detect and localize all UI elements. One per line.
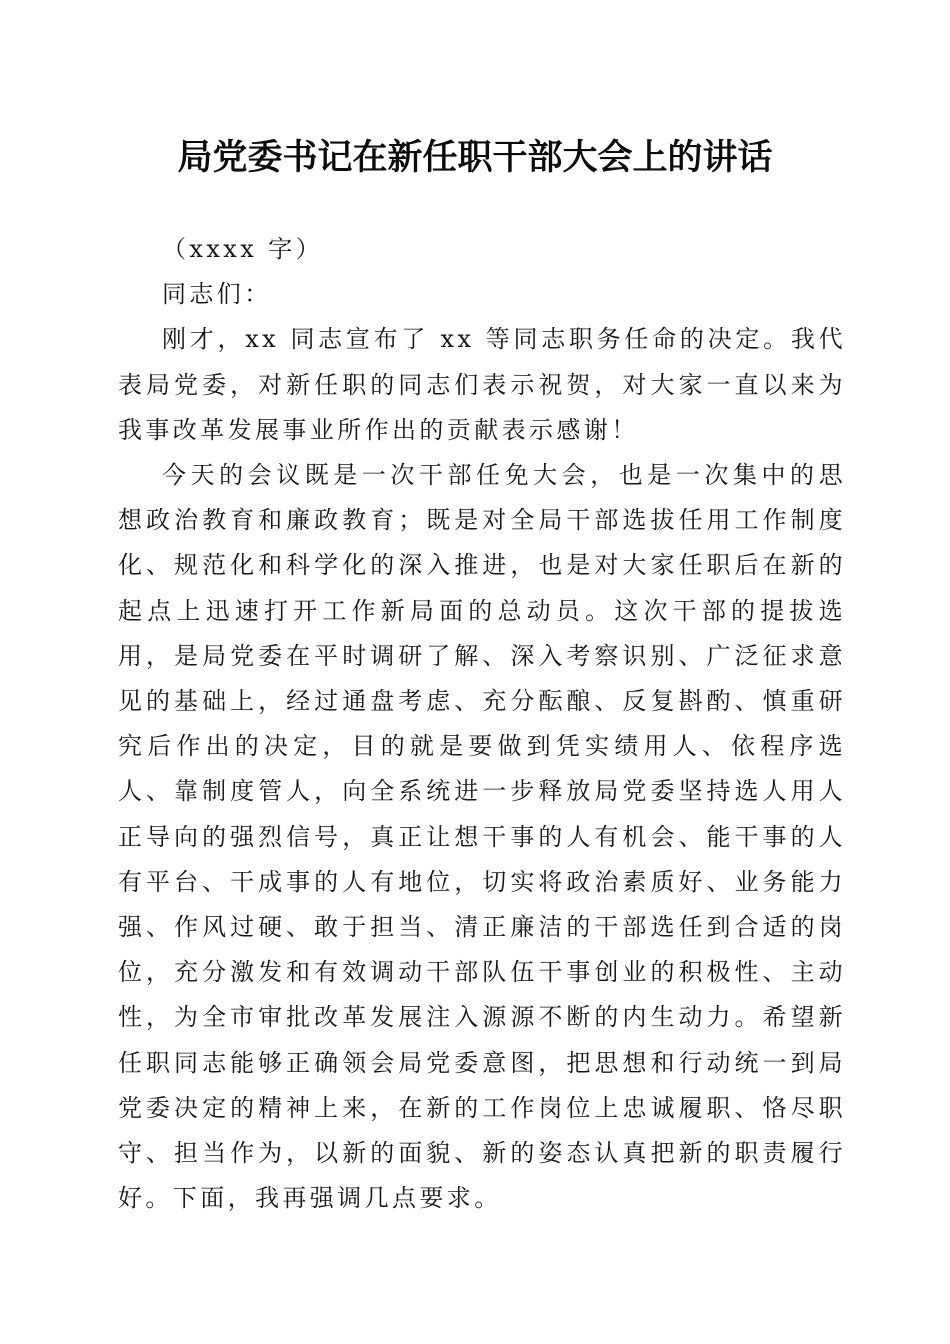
salutation: 同志们：	[162, 280, 272, 309]
word-count-note: （xxxx 字）	[162, 235, 323, 263]
paragraph-2: 今天的会议既是一次干部任免大会，也是一次集中的思想政治教育和廉政教育；既是对全局干部选拔任用工作制度化、规范化和科学化的深入推进，也是对大家任职后在新的起点上迅速打开工作新局面的总动员。这次干部的提拔选用，是局党委在平时调研了解、深入考察识别、广泛征求意见的基础上，经过通盘考虑、充分酝酿、反复斟酌、慎重研究后作出的决定，目的就是要做到凭实绩用人、依程序选人、靠制度管人，向全系统进一步释放局党委坚持选人用人正导向的强烈信号，真正让想干事的人有机会、能干事的人有平台、干成事的人有地位，切实将政治素质好、业务能力强、作风过硬、敢于担当、清正廉洁的干部选任到合适的岗位，充分激发和有效调动干部队伍干事创业的积极性、主动性，为全市审批改革发展注入源源不断的内生动力。希望新任职同志能够正确领会局党委意图，把思想和行动统一到局党委决定的精神上来，在新的工作岗位上忠诚履职、恪尽职守、担当作为，以新的面貌、新的姿态认真把新的职责履行好。下面，我再强调几点要求。	[118, 461, 846, 1213]
document-body	[118, 227, 846, 1221]
document-title: 局党委书记在新任职干部大会上的讲话	[177, 137, 773, 178]
paragraph-1: 刚才，xx 同志宣布了 xx 等同志职务任命的决定。我代表局党委，对新任职的同志们表示祝贺，对大家一直以来为我事改革发展事业所作出的贡献表示感谢！	[118, 325, 846, 444]
